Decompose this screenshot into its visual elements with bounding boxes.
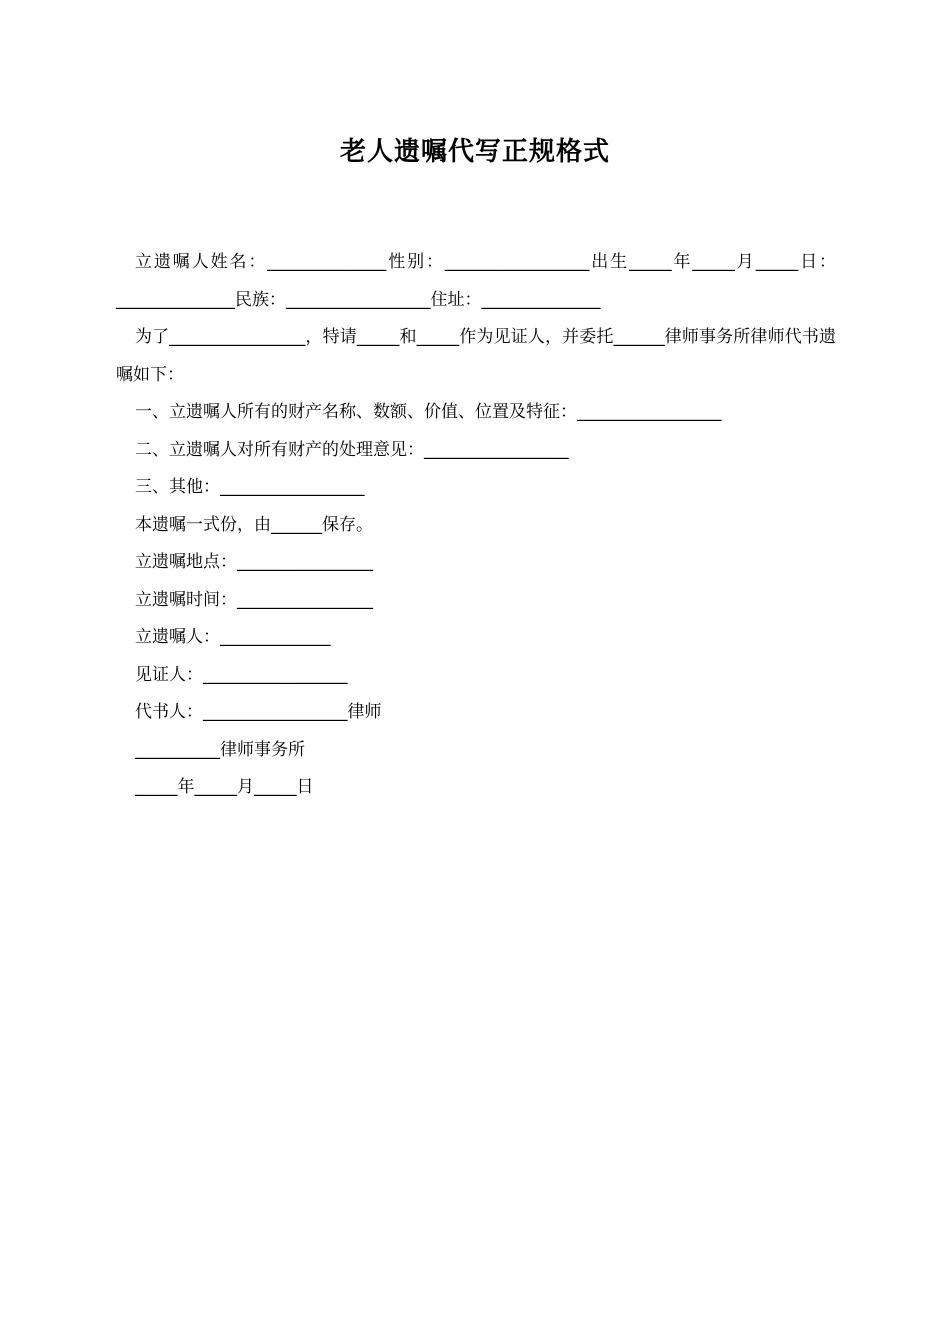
scribe-line: 代书人：_________________律师 <box>135 702 382 722</box>
document-title: 老人遗嘱代写正规格式 <box>339 137 610 167</box>
date-line: _____年_____月_____日 <box>135 777 314 797</box>
testator-signature-line: 立遗嘱人：_____________ <box>135 627 331 647</box>
will-time-line: 立遗嘱时间：________________ <box>135 589 373 610</box>
law-firm-line: __________律师事务所 <box>135 739 305 760</box>
purpose-paragraph: 为了________________，特请_____和_____作为见证人，并委托______律师事务所律师代书遗嘱如下： <box>116 327 836 385</box>
copies-line: 本遗嘱一式份，由______保存。 <box>135 514 373 535</box>
document-body <box>116 244 836 807</box>
other-item: 三、其他：_________________ <box>135 477 365 497</box>
witness-line: 见证人：_________________ <box>135 664 348 685</box>
will-place-line: 立遗嘱地点：________________ <box>135 552 373 572</box>
disposal-item: 二、立遗嘱人对所有财产的处理意见：_________________ <box>135 439 569 460</box>
property-item: 一、立遗嘱人所有的财产名称、数额、价值、位置及特征：_________________ <box>135 402 722 422</box>
testator-info-paragraph: 立遗嘱人姓名：______________性别：_________________出生_____年_____月_____日：______________民族：_________________住址：______________ <box>116 252 836 310</box>
